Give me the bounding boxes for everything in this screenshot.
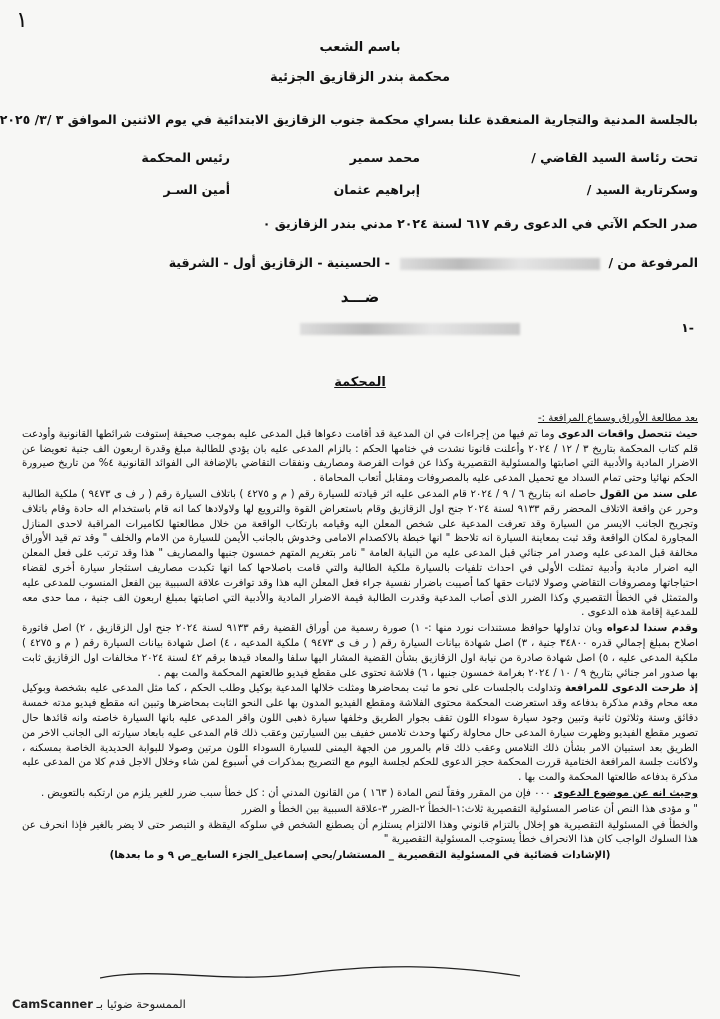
scanner-label: الممسوحة ضوئيا بـ bbox=[96, 997, 186, 1011]
claim-lead: على سند من القول bbox=[599, 488, 698, 500]
court-heading: المحكمة bbox=[334, 375, 386, 390]
pleading-text: وتداولت بالجلسات على نحو ما ثبت بمحاضرها ومثلت خلالها المدعية بوكيل وطلب الحكم ، كما مثل المدعى عليه بشخصة وبوكيل معه محام وقدم مذكرة بدفاعه وقد استعرضت المحكمة محتوى الفلاشة ومقطع الفيديو المدون بها على النحو الثابت بمحاضرها وتبين انه مقطع فيديو مدته خمسة دقائق وستة وثلاثون ثانية وتبين وجود سيارة سوداء اللون تقف بجوار الطريق وخلفها سيارة ذهبى اللون واقر المدعى عليه بانها السيارة خاصته وانه قائدها حال تصوير مقطع الفيديو وظهرت سيارة المدعى حال محاولة ركنها وحدث تلامس خفيف بين السيارتين وعقب ذلك قام المدعى عليه بابعاد سيارته الى الجانب الاخر من الطريق بعد استبيان الامر بشأن ذلك التلامس وعقب ذلك قام بالمرور من الجهة اليمنى للسيارة السوداء اللون مرتين وصولا للبوابة الحديدية الخاصة بمسكنه ، ولاكانت جلسة المرافعة الختامية قررت المحكمة حجز الدعوى للحكم لجلسة اليوم مع التصريح بمذكرات في أسبوع لمن شاء وخلال الاجل قدم كلا من المدعى عليه مذكرة بدفاعه طالعتها المحكمة والمت بها . bbox=[22, 683, 698, 784]
judge-title: رئيس المحكمة bbox=[141, 150, 230, 165]
evidence-lead: وقدم سندا لدعواه bbox=[606, 623, 698, 635]
facts-lead: حيث تتحصل واقعات الدعوى bbox=[557, 428, 698, 440]
scanner-brand: CamScanner bbox=[12, 997, 93, 1011]
signature-stroke bbox=[100, 956, 520, 986]
paragraph-facts bbox=[22, 428, 698, 487]
paragraph-claim bbox=[22, 488, 698, 621]
merits-lead: وحيث انه عن موضوع الدعوى bbox=[553, 787, 698, 799]
legal-reference: (الإشادات قضائية في المسئولية التقصيرية _ المستشار/يحي إسماعيل_الجزء السابع_ص ٩ و ما بعدها) bbox=[109, 850, 611, 862]
in-the-name-heading: باسم الشعب bbox=[319, 40, 401, 55]
secretary-title: أمين السـر bbox=[163, 182, 230, 197]
judge-name: محمد سمير bbox=[349, 150, 420, 165]
redacted-defendant-name bbox=[300, 323, 520, 335]
paragraph-pleading bbox=[22, 682, 698, 786]
paragraph-evidence bbox=[22, 622, 698, 681]
redacted-plaintiff-name bbox=[400, 258, 600, 270]
court-name: محكمة بندر الزقازيق الجزئية bbox=[269, 70, 451, 85]
page-number: ١ bbox=[16, 8, 28, 33]
intro-line: بعد مطالعة الأوراق وسماع المرافعة :- bbox=[537, 413, 698, 424]
facts-text: وما تم فيها من إجراءات في ان المدعية قد أقامت دعواها قبل المدعى عليه بموجب صحيفة إستوفت شرائطها القانونية وأودعت قلم كتاب المحكمة بتاريخ ٣ / ١٢ / ٢٠٢٤ وأعلنت قانونا نشدت في ختامها الحكم : بالزام المدعى عليه بان يؤدي للطالبة مبلغ وقدرة اربعون الف جنية تعويضا عن الاضرار المادية والأدبية التي اصابتها والمسئولية التقصيرية وكذا عن فوات الفرصة ومصاريف ونفقات التقاضي بالإضافة الى الفوائد القانونية ٤% من تاريخ صيرورة الحكم نهائيا وحتى تمام السداد مع تحميل المدعى عليه بالمصروفات ومقابل أتعاب المحاماة . bbox=[22, 428, 698, 485]
pleading-lead: إذ طرحت الدعوى للمرافعة bbox=[564, 683, 698, 695]
session-line: بالجلسة المدنية والتجارية المنعقدة علنا بسراي محكمة جنوب الزقازيق الابتدائية في يوم الاثنين الموافق ٣ /٣/ ٢٠٢٥ bbox=[0, 112, 698, 127]
merits-text: ٠٠٠ فإن من المقرر وفقاً لنص المادة ( ١٦٣ ) من القانون المدني أن : كل خطأ سبب ضرر للغير يلزم من ارتكبه بالتعويض . bbox=[40, 787, 551, 799]
secretary-label: وسكرتارية السيد / bbox=[586, 182, 698, 197]
plaintiff-label: المرفوعة من / bbox=[608, 255, 698, 270]
paragraph-fault: والخطأ في المسئولية التقصيرية هو إخلال بالتزام قانوني وهذا الالتزام يستلزم أن يصطنع الشخص في سلوكه اليقظة و التبصر حتى لا يضر بالغير فإذا انحرف عن هذا السلوك الواجب كان هذا الانحراف خطأ يستوجب المسئولية التقصيرية " bbox=[22, 819, 698, 846]
paragraph-elements: " و مؤدى هذا النص أن عناصر المسئولية التقصيرية ثلاث:١-الخطأ ٢-الضرر ٣-علاقة السببية بين الخطأ و الضرر bbox=[241, 803, 698, 815]
judgment-body bbox=[22, 412, 698, 865]
against-label: ضـــد bbox=[340, 288, 380, 306]
presidency-label: تحت رئاسة السيد القاضي / bbox=[531, 150, 698, 165]
claim-text: حاصله انه بتاريخ ٦ / ٩ / ٢٠٢٤ قام المدعى عليه اثر قيادته للسيارة رقم ( م و ٤٢٧٥ ) باتلاف السيارة رقم ( ر ف ى ٩٤٧٣ ) ملكية الطالبة وحرر عن واقعة الاتلاف المحضر رقم ٩١٣٣ لسنة ٢٠٢٤ جنح اول الزقازيق وقام باستعراض القوة والترويع لها ولاولادها كما انه قام باستخدام اله حادة وقام باتلاف وتجريح الجانب الايسر من السيارة وقد تعرفت المدعية على شخص المعلن اليه وقيامه بارتكاب الواقعة من خلال مطالعتها لكاميرات المراقبة لاحدى المنازل المجاورة لمكان الواقعة وقد ثبت بمعاينة السيارة انه تلاحظ " انها خبطة بالاكصدام الامامى وخدوش بالجانب الأيمن للسيارة من الامام والخلف " وقد تم قيد الأوراق مخالفة قبل المدعى عليه وصدر امر جنائي قبل المدعى عليه من النيابة العامة " نامر بتغريم المتهم خمسون جنيها والمصاريف " هذا وقد ترتب على فعل المعلن اليه اضرار مادية وأدبية تمثلت الأولى في احداث تلفيات بالسيارة ملكية الطالبة والتي قامت باصلاحها كما انها تكبدت مصاريف استئجار سيارة أخرى لقضاء احتياجاتها ومصروفات التقاضي وصولا لاثبات حقها كما أصيبت باضرار نفسية جراء فعل المعلن اليه هذا وقد توافرت علاقة السببية بين الفعل المنسوب للمدعى عليه والمتمثل في الخطأ التقصيري وكذا الضرر الذى أصاب المدعية وقدرت الطالبة قيمة الاضرار المادية والأدبية التي اصابتها بمبلغ اربعون الف جنية ، مما حدى معه للمدعية إقامة هذه الدعوى . bbox=[22, 488, 698, 619]
evidence-text: وبان تداولها حوافظ مستندات نورد منها :- ١) صورة رسمية من أوراق القضية رقم ٩١٣٣ لسنة ٢٠٢٤ جنح اول الزقازيق ، ٢) اصل فاتورة اصلاح بمبلغ إجمالي قدره ٣٤٨٠٠ جنية ، ٣) اصل شهادة بيانات السيارة رقم ( ر ف ى ٩٤٧٣ ) ملكية المدعيه ، ٤) اصل شهادة بيانات السيارة رقم ( م و ٤٢٧٥ ) ملكية المدعى عليه ، ٥) اصل شهادة صادرة من نيابة اول الزقازيق بشأن القضية المشار اليها سلفا والمعاد قيدها برقم ٤٢ لسنة ٢٠٢٤ مخالفات اول الزقازيق ثابت بها صدور امر جنائي بتاريخ ٩ / ١٠ / ٢٠٢٤ بغرامة خمسون جنيها ، ٦) فلاشة تحتوى على مقطع فيديو طالعتهم المحكمة والمت بهم . bbox=[22, 623, 699, 679]
scanner-footer bbox=[12, 997, 186, 1011]
secretary-name: إبراهيم عثمان bbox=[333, 182, 420, 197]
defendant-index: -١ bbox=[681, 320, 694, 335]
verdict-line: صدر الحكم الآتي في الدعوى رقم ٦١٧ لسنة ٢٠٢٤ مدني بندر الزقازيق ٠ bbox=[262, 216, 698, 231]
plaintiff-address: - الحسينية - الزقازيق أول - الشرقية bbox=[168, 255, 390, 270]
paragraph-merits bbox=[22, 787, 698, 802]
